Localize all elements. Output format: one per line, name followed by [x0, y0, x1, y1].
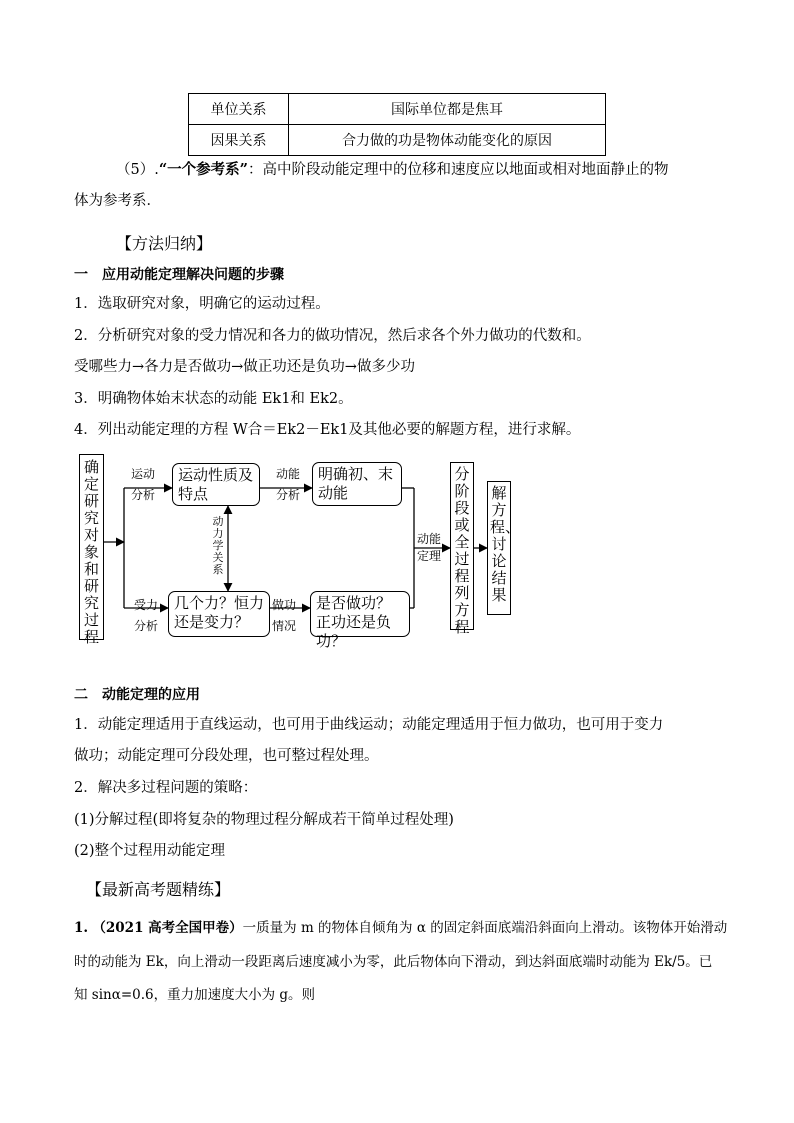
question-line1 [74, 918, 727, 938]
result-box [487, 481, 521, 615]
question-source: （2021 高考全国甲卷） [92, 920, 243, 936]
section2-title: 二 动能定理的应用 [74, 687, 200, 703]
ke-label-1: 动能 [276, 467, 301, 481]
step3: 3．明确物体始末状态的动能 Ek1和 Ek2。 [74, 391, 353, 407]
point5-line2: 体为参考系． [74, 193, 161, 209]
force-chain: 受哪些力→各力是否做功→做正功还是负功→做多少功 [74, 359, 415, 375]
motion-label-1: 运动 [131, 467, 156, 481]
equation-box [450, 462, 474, 636]
method-heading: 【方法归纳】 [116, 234, 213, 253]
step2: 2．分析研究对象的受力情况和各力的做功情况，然后求各个外力做功的代数和。 [74, 328, 591, 344]
force-label-1: 受力 [134, 598, 159, 612]
question-number: 1. [74, 920, 89, 936]
point5-text: ：高中阶段动能定理中的位移和速度应以地面或相对地面静止的物 [248, 162, 669, 178]
table-cell-key: 单位关系 [189, 94, 289, 125]
force-label-2: 分析 [134, 619, 159, 633]
start-box-text: 确定研究对象和研究过程 [83, 458, 99, 646]
work-label-2: 情况 [272, 619, 297, 633]
theorem-label-2: 定理 [417, 549, 442, 563]
section2-p1a: 1．动能定理适用于直线运动，也可用于曲线运动；动能定理适用于恒力做功，也可用于变力 [74, 717, 664, 733]
start-box [79, 454, 104, 646]
question-text-1: 一质量为 m 的物体自倾角为 α 的固定斜面底端沿斜面向上滑动。该物体开始滑动 [242, 920, 728, 936]
table-cell-value: 国际单位都是焦耳 [289, 94, 606, 125]
question-line2: 时的动能为 Ek，向上滑动一段距离后速度减小为零，此后物体向下滑动，到达斜面底端时动能为 Ek/5。已 [74, 954, 713, 970]
work-box: 是否做功？正功还是负功？ [310, 591, 410, 637]
point5-number: （5）. [116, 162, 159, 178]
work-label-1: 做功 [272, 598, 297, 612]
result-box-text: 解方程、讨论结果 [490, 484, 521, 604]
section2-p4: (2)整个过程用动能定理 [74, 843, 226, 859]
question-line3: 知 sinα=0.6，重力加速度大小为 g。则 [74, 987, 316, 1003]
theorem-label-1: 动能 [417, 532, 442, 546]
step4: 4．列出动能定理的方程 W合＝Ek2－Ek1及其他必要的解题方程，进行求解。 [74, 422, 581, 438]
motion-label-2: 分析 [131, 488, 156, 502]
table-cell-key: 因果关系 [189, 125, 289, 156]
equation-box-text: 分阶段或全过程列方程 [454, 465, 470, 636]
ke-box: 明确初、末动能 [312, 462, 402, 506]
section2-p1b: 做功；动能定理可分段处理，也可整过程处理。 [74, 748, 379, 764]
exam-heading: 【最新高考题精练】 [86, 880, 231, 899]
motion-box: 运动性质及特点 [172, 463, 260, 506]
table-cell-value: 合力做的功是物体动能变化的原因 [289, 125, 606, 156]
dynamics-label: 动力学关系 [212, 515, 224, 576]
force-box: 几个力？恒力还是变力？ [168, 591, 270, 637]
step1: 1．选取研究对象，明确它的运动过程。 [74, 296, 330, 312]
section2-p3: (1)分解过程(即将复杂的物理过程分解成若干简单过程处理) [74, 812, 454, 828]
section1-title: 一 应用动能定理解决问题的步骤 [74, 267, 284, 283]
ke-label-2: 分析 [276, 488, 301, 502]
section2-p2: 2．解决多过程问题的策略： [74, 780, 258, 796]
point5-bold: “一个参考系” [158, 161, 249, 178]
